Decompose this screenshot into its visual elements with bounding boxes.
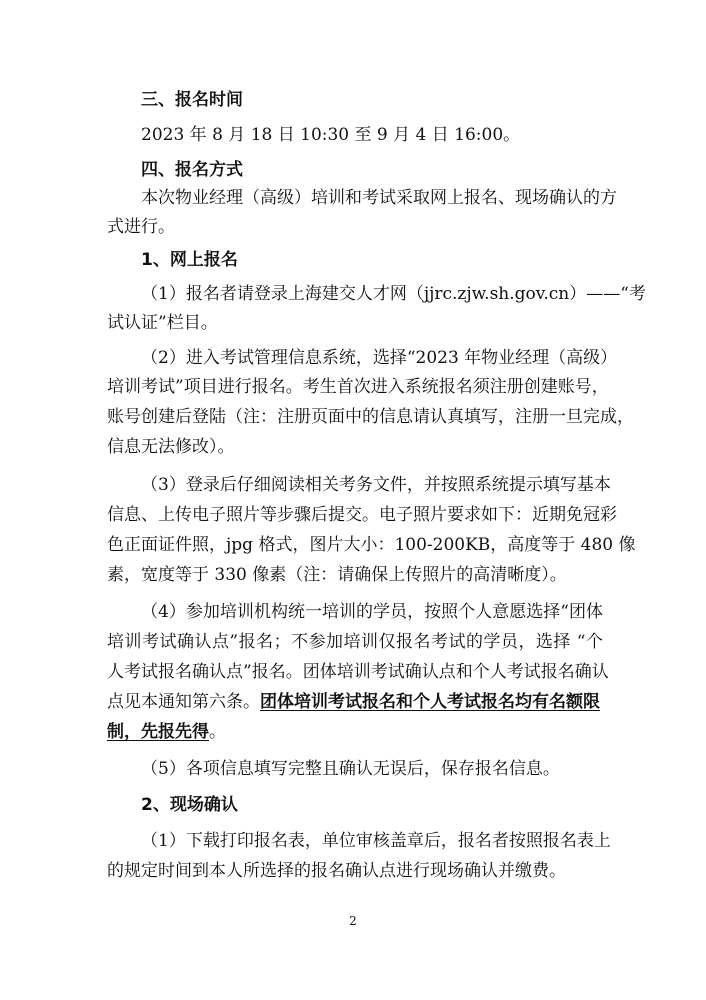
- online-item-3-line-1: （3）登录后仔细阅读相关考务文件，并按照系统提示填写基本: [141, 475, 611, 495]
- onsite-confirmation-heading: 2、现场确认: [141, 795, 238, 815]
- registration-time-text: 2023 年 8 月 18 日 10:30 至 9 月 4 日 16:00。: [141, 125, 521, 145]
- sixth-article-reference: 点见本通知第六条。: [107, 692, 260, 712]
- intro-line-2: 式进行。: [107, 217, 175, 237]
- section-3-heading: 三、报名时间: [141, 90, 243, 110]
- intro-line-1: 本次物业经理（高级）培训和考试采取网上报名、现场确认的方: [141, 188, 617, 208]
- section-4-heading: 四、报名方式: [141, 160, 243, 180]
- first-come-notice-end: 。: [209, 722, 226, 742]
- page-number: 2: [349, 914, 357, 928]
- online-item-2-line-3: 账号创建后登陆（注：注册页面中的信息请认真填写，注册一旦完成，: [107, 407, 634, 427]
- first-come-notice-underlined: 制，先报先得: [107, 722, 209, 742]
- online-item-2-line-1: （2）进入考试管理信息系统，选择“2023 年物业经理（高级）: [141, 348, 618, 368]
- online-item-3-line-2: 信息、上传电子照片等步骤后提交。电子照片要求如下：近期免冠彩: [107, 505, 617, 525]
- online-item-3-line-3: 色正面证件照，jpg 格式，图片大小：100-200KB，高度等于 480 像: [107, 535, 636, 555]
- online-item-2-line-4: 信息无法修改）。: [107, 437, 235, 457]
- online-item-1-line-2: 试认证”栏目。: [107, 313, 218, 333]
- online-item-4-line-3: 人考试报名确认点”报名。团体培训考试确认点和个人考试报名确认: [107, 662, 609, 682]
- onsite-item-1-line-1: （1）下载打印报名表，单位审核盖章后，报名者按照报名表上: [141, 831, 611, 851]
- online-item-4-line-4: [107, 690, 603, 714]
- online-item-3-line-4: 素，宽度等于 330 像素（注：请确保上传照片的高清晰度）。: [107, 565, 567, 585]
- quota-notice-underlined: 团体培训考试报名和个人考试报名均有名额限: [260, 692, 600, 712]
- online-item-4-line-1: （4）参加培训机构统一培训的学员，按照个人意愿选择“团体: [141, 602, 603, 622]
- online-item-1-line-1: （1）报名者请登录上海建交人才网（jjrc.zjw.sh.gov.cn）——“考: [141, 284, 646, 304]
- online-item-2-line-2: 培训考试”项目进行报名。考生首次进入系统报名须注册创建账号，: [107, 377, 609, 397]
- online-registration-heading: 1、网上报名: [141, 250, 238, 270]
- online-item-4-line-5: [107, 720, 603, 744]
- onsite-item-1-line-2: 的规定时间到本人所选择的报名确认点进行现场确认并缴费。: [107, 861, 566, 881]
- online-item-4-line-2: 培训考试确认点”报名；不参加培训仅报名考试的学员，选择 “个: [107, 632, 603, 652]
- online-item-5: （5）各项信息填写完整且确认无误后，保存报名信息。: [141, 759, 560, 779]
